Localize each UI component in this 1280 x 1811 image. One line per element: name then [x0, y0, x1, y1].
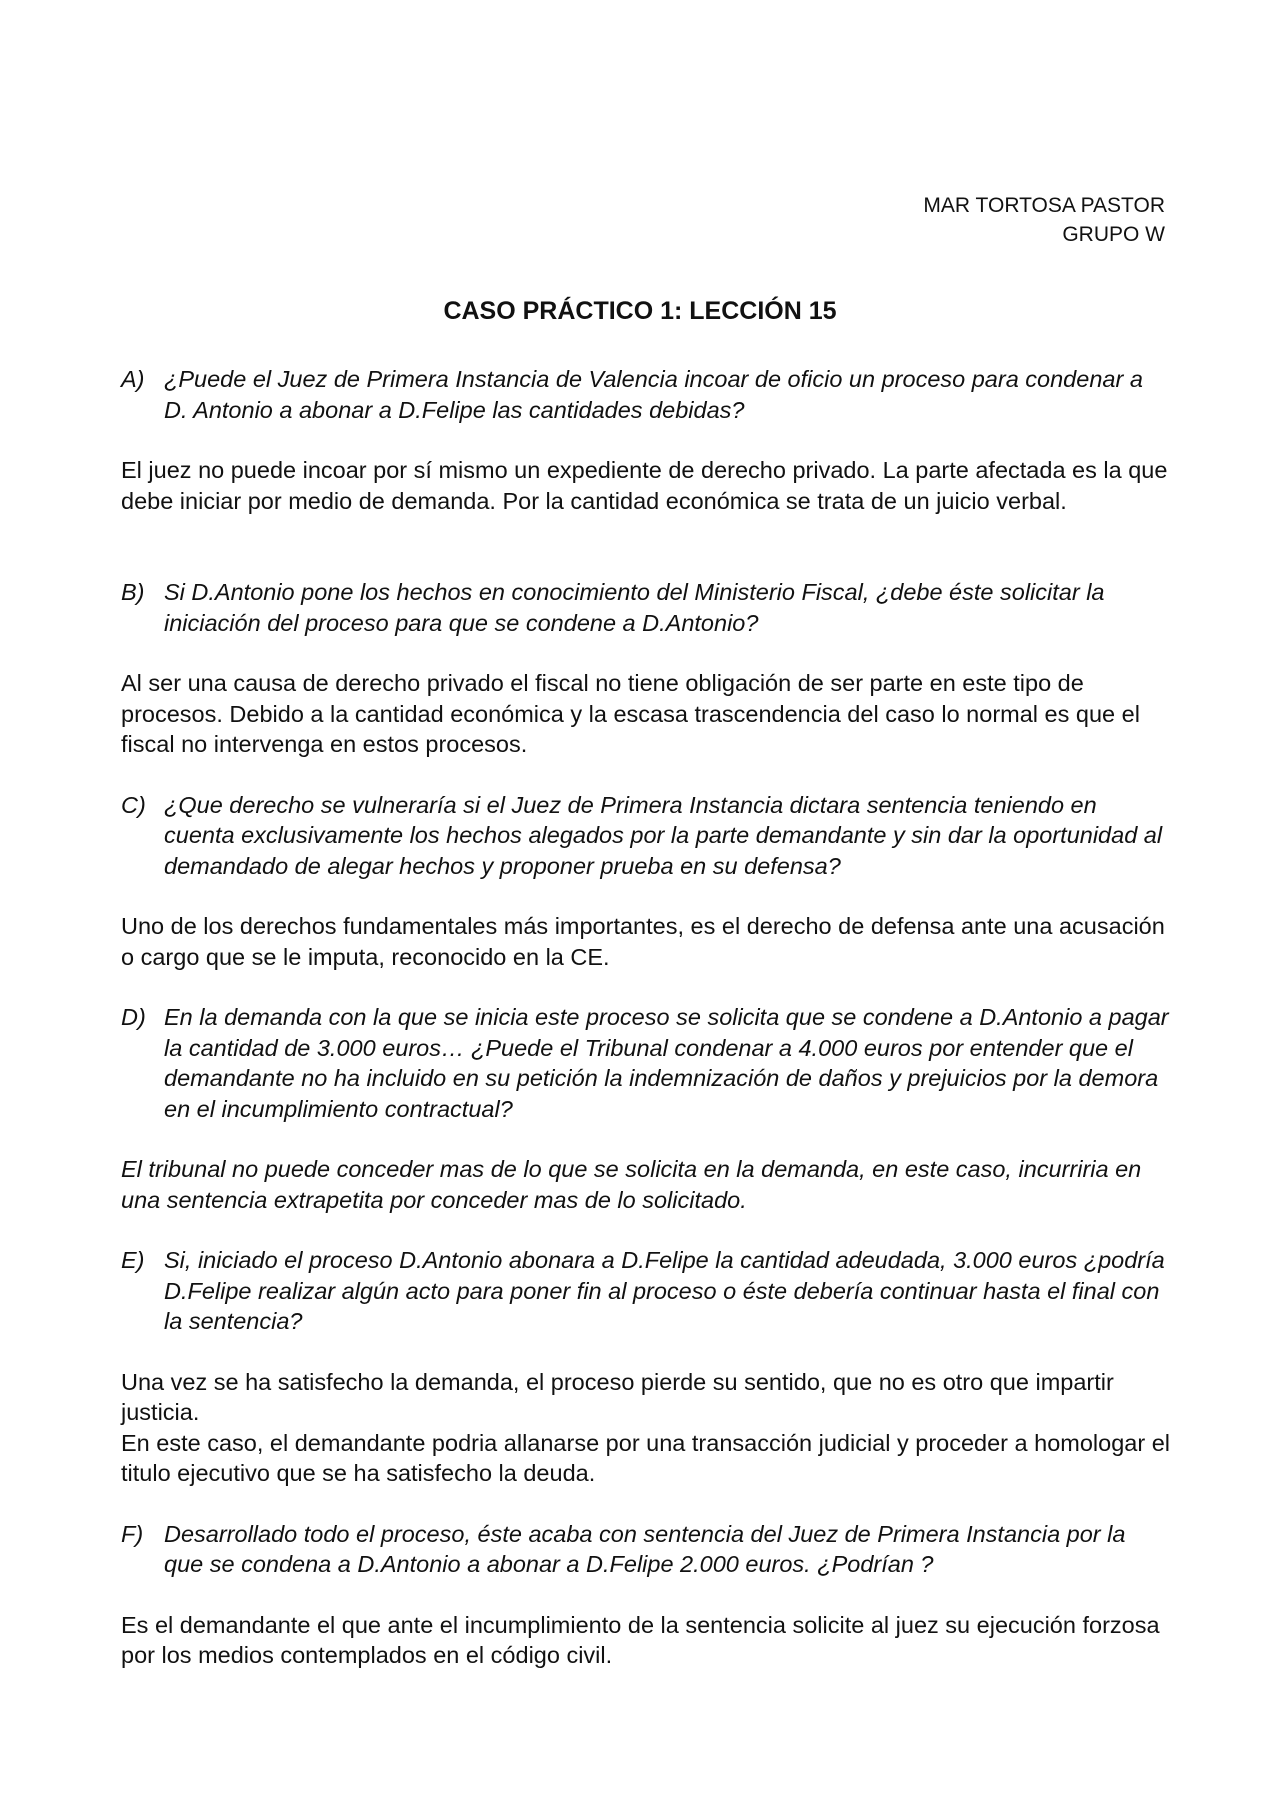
answer-f: Es el demandante el que ante el incumplimiento de la sentencia solicite al juez su ejecución forzosa por los medios contemplados en el código civil.: [121, 1611, 1160, 1668]
answer-e-2: En este caso, el demandante podria allanarse por una transacción judicial y proceder a homologar el titulo ejecutivo que se ha satisfecho la deuda.: [121, 1429, 1170, 1486]
question-text: En la demanda con la que se inicia este proceso se solicita que se condene a D.Antonio a pagar la cantidad de 3.000 euros… ¿Puede el Tribunal condenar a 4.000 euros por entender que el demandante no ha incluido en su petición la indemnización de daños y prejuicios por la demora en el incumplimiento contractual?: [164, 1004, 1169, 1122]
question-c: [121, 790, 1171, 882]
document-title: CASO PRÁCTICO 1: LECCIÓN 15: [443, 297, 837, 325]
answer-e-1: Una vez se ha satisfecho la demanda, el proceso pierde su sentido, que no es otro que impartir justicia.: [121, 1368, 1114, 1425]
question-text: Si D.Antonio pone los hechos en conocimiento del Ministerio Fiscal, ¿debe éste solicitar la iniciación del proceso para que se condene a D.Antonio?: [164, 579, 1105, 636]
question-text: ¿Que derecho se vulneraría si el Juez de Primera Instancia dictara sentencia teniendo en cuenta exclusivamente los hechos alegados por la parte demandante y sin dar la oportunidad al demandado de alegar hechos y proponer prueba en su defensa?: [164, 791, 1163, 879]
question-letter: E): [121, 1247, 145, 1273]
question-e: [121, 1245, 1171, 1337]
question-d: [121, 1002, 1171, 1124]
answer-c: Uno de los derechos fundamentales más importantes, es el derecho de defensa ante una acusación o cargo que se le imputa, reconocido en la CE.: [121, 913, 1165, 970]
answer-b: Al ser una causa de derecho privado el fiscal no tiene obligación de ser parte en este tipo de procesos. Debido a la cantidad económica y la escasa trascendencia del caso lo normal es que el fiscal no intervenga en estos procesos.: [121, 670, 1140, 757]
question-text: Si, iniciado el proceso D.Antonio abonara a D.Felipe la cantidad adeudada, 3.000 euros ¿podría D.Felipe realizar algún acto para poner fin al proceso o éste debería continuar hasta el final con la sentencia?: [164, 1247, 1165, 1334]
question-f: [121, 1519, 1171, 1580]
answer-d: El tribunal no puede conceder mas de lo que se solicita en la demanda, en este caso, incurriria en una sentencia extrapetita por conceder mas de lo solicitado.: [121, 1156, 1142, 1213]
question-letter: B): [121, 579, 145, 605]
question-letter: A): [121, 366, 145, 392]
group-name: GRUPO W: [1062, 223, 1165, 246]
question-text: ¿Puede el Juez de Primera Instancia de Valencia incoar de oficio un proceso para condenar a D. Antonio a abonar a D.Felipe las cantidades debidas?: [164, 366, 1143, 423]
author-name: MAR TORTOSA PASTOR: [923, 194, 1165, 217]
question-a: [121, 364, 1171, 425]
document-body: [121, 364, 1171, 1671]
question-letter: F): [121, 1520, 144, 1547]
question-letter: C): [121, 791, 146, 818]
question-text: Desarrollado todo el proceso, éste acaba con sentencia del Juez de Primera Instancia por la que se condena a D.Antonio a abonar a D.Felipe 2.000 euros. ¿Podrían ?: [164, 1520, 1126, 1577]
question-letter: D): [121, 1004, 146, 1030]
question-b: [121, 577, 1171, 638]
author-header: [923, 191, 1165, 249]
answer-a: El juez no puede incoar por sí mismo un expediente de derecho privado. La parte afectada es la que debe iniciar por medio de demanda. Por la cantidad económica se trata de un juicio verbal.: [121, 457, 1168, 514]
